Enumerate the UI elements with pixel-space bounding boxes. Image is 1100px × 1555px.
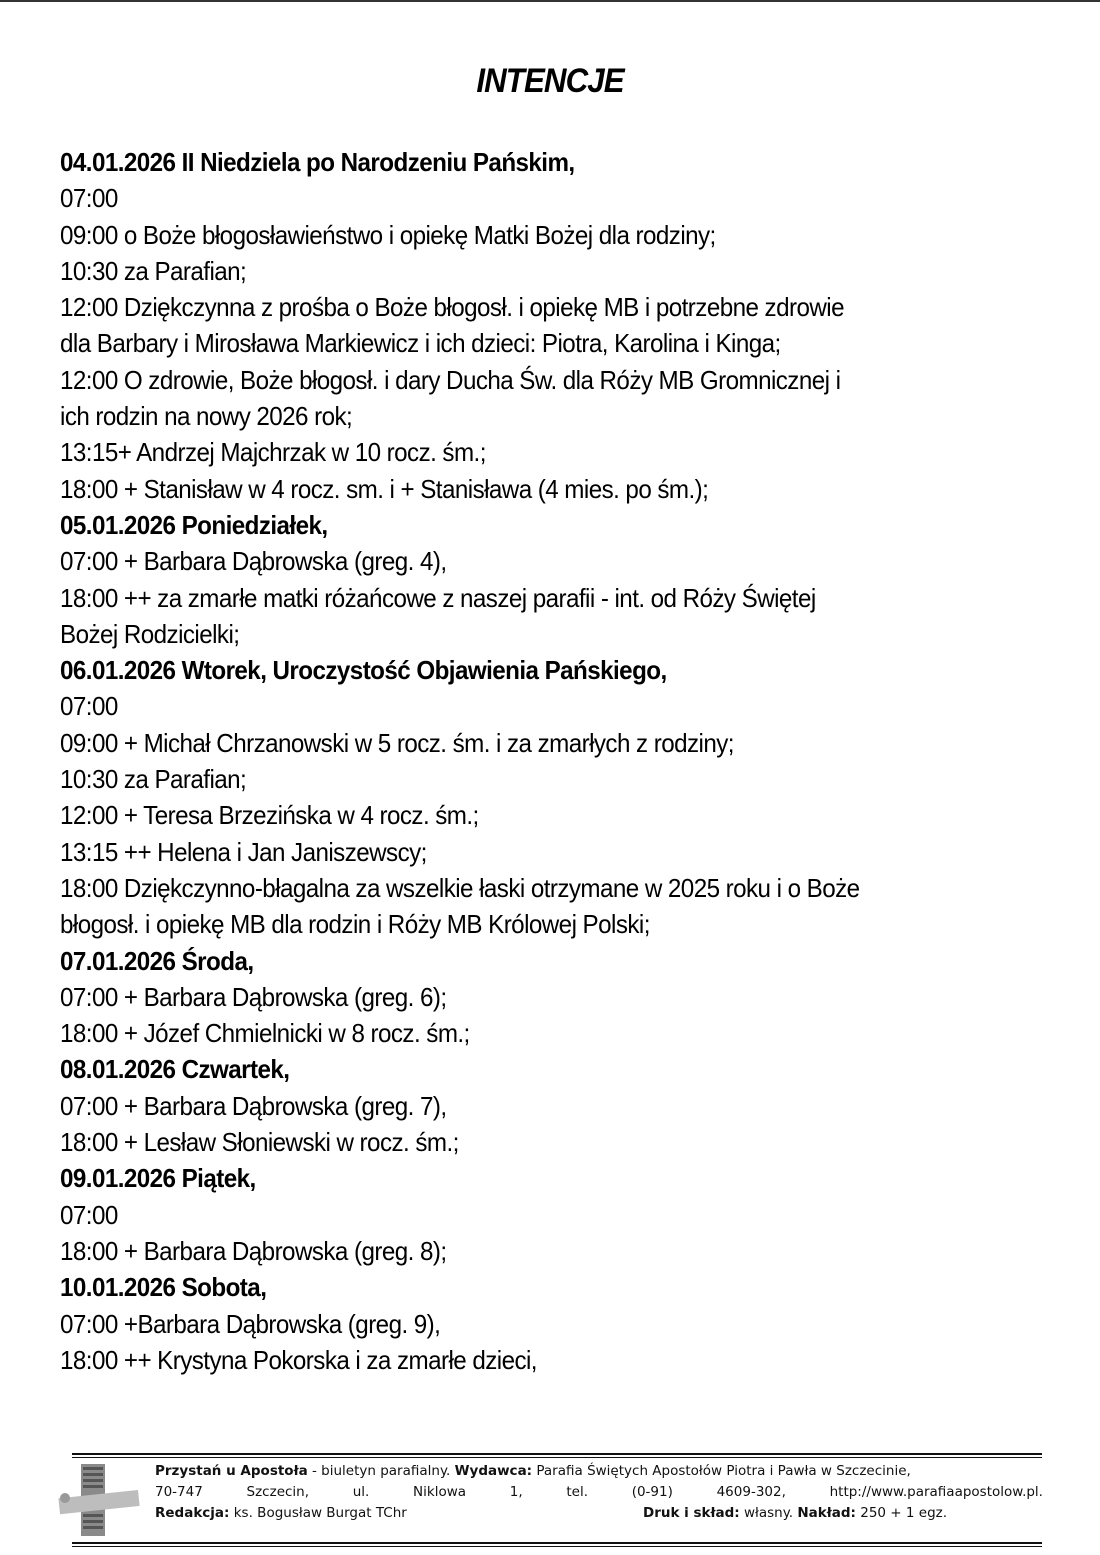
address-word: Szczecin, xyxy=(246,1484,310,1500)
footer-divider-top xyxy=(72,1453,1042,1458)
intentions-list xyxy=(60,144,1070,1378)
intention-line: 18:00 + Barbara Dąbrowska (greg. 8); xyxy=(60,1235,447,1266)
intention-line: 18:00 ++ za zmarłe matki różańcowe z naszej parafii - int. od Róży Świętej xyxy=(60,582,816,613)
intention-line: 10:30 za Parafian; xyxy=(60,255,247,286)
footer-address-line xyxy=(155,1482,1043,1503)
intention-line: 07:00 xyxy=(60,691,118,722)
intention-line: 12:00 O zdrowie, Boże błogosł. i dary Ducha Św. dla Róży MB Gromnicznej i xyxy=(60,364,841,395)
day-header: 05.01.2026 Poniedziałek, xyxy=(60,509,328,540)
intention-line: 13:15+ Andrzej Majchrzak w 10 rocz. śm.; xyxy=(60,437,486,468)
footer-divider-bottom xyxy=(72,1542,1042,1547)
intention-line: 07:00 xyxy=(60,183,118,214)
intention-line: 10:30 za Parafian; xyxy=(60,764,247,795)
address-word: tel. xyxy=(566,1484,588,1500)
intention-line: 18:00 ++ Krystyna Pokorska i za zmarłe dzieci, xyxy=(60,1344,537,1375)
intention-line: ich rodzin na nowy 2026 rok; xyxy=(60,401,353,432)
address-word: Niklowa xyxy=(413,1484,467,1500)
publication-info xyxy=(155,1461,1043,1524)
circulation-value: 250 + 1 egz. xyxy=(855,1505,948,1521)
intention-line: 07:00 + Barbara Dąbrowska (greg. 4), xyxy=(60,546,447,577)
intention-line: 18:00 Dziękczynno-błagalna za wszelkie łaski otrzymane w 2025 roku i o Boże xyxy=(60,872,860,903)
bulletin-desc: - biuletyn parafialny. xyxy=(307,1463,455,1479)
intention-line: 07:00 xyxy=(60,1199,118,1230)
parish-logo-icon xyxy=(55,1462,145,1537)
editor-name: ks. Bogusław Burgat TChr xyxy=(229,1505,407,1521)
circulation-label: Nakład: xyxy=(797,1505,856,1521)
address-word: http://www.parafiaapostolow.pl. xyxy=(829,1484,1043,1500)
day-header: 07.01.2026 Środa, xyxy=(60,945,254,976)
footer-line-3 xyxy=(155,1503,1043,1524)
address-word: 4609-302, xyxy=(716,1484,786,1500)
intention-line: 07:00 + Barbara Dąbrowska (greg. 7), xyxy=(60,1090,447,1121)
editor-label: Redakcja: xyxy=(155,1505,230,1521)
intention-line: 07:00 + Barbara Dąbrowska (greg. 6); xyxy=(60,981,447,1012)
intention-line: 13:15 ++ Helena i Jan Janiszewscy; xyxy=(60,836,427,867)
page-title: INTENCJE xyxy=(476,62,624,100)
intention-line: Bożej Rodzicielki; xyxy=(60,618,240,649)
day-header: 06.01.2026 Wtorek, Uroczystość Objawienia Pańskiego, xyxy=(60,655,667,686)
intention-line: 09:00 o Boże błogosławieństwo i opiekę Matki Bożej dla rodziny; xyxy=(60,219,716,250)
print-label: Druk i skład: xyxy=(643,1505,740,1521)
intention-line: 12:00 + Teresa Brzezińska w 4 rocz. śm.; xyxy=(60,800,479,831)
day-header: 08.01.2026 Czwartek, xyxy=(60,1054,290,1085)
address-word: (0-91) xyxy=(631,1484,673,1500)
intention-line: 07:00 +Barbara Dąbrowska (greg. 9), xyxy=(60,1308,441,1339)
address-word: ul. xyxy=(352,1484,370,1500)
publisher-name: Parafia Świętych Apostołów Piotra i Pawła w Szczecinie, xyxy=(532,1463,911,1479)
intention-line: 12:00 Dziękczynna z prośba o Boże błogosł. i opiekę MB i potrzebne zdrowie xyxy=(60,292,844,323)
intention-line: 18:00 + Stanisław w 4 rocz. sm. i + Stanisława (4 mies. po śm.); xyxy=(60,473,709,504)
intention-line: 09:00 + Michał Chrzanowski w 5 rocz. śm. i za zmarłych z rodziny; xyxy=(60,727,734,758)
intention-line: 18:00 + Józef Chmielnicki w 8 rocz. śm.; xyxy=(60,1018,470,1049)
intention-line: dla Barbary i Mirosława Markiewicz i ich dzieci: Piotra, Karolina i Kinga; xyxy=(60,328,781,359)
address-word: 70-747 xyxy=(155,1484,203,1500)
publisher-label: Wydawca: xyxy=(454,1463,533,1479)
address-word: 1, xyxy=(509,1484,523,1500)
day-header: 10.01.2026 Sobota, xyxy=(60,1272,267,1303)
day-header: 09.01.2026 Piątek, xyxy=(60,1163,256,1194)
intention-line: błogosł. i opiekę MB dla rodzin i Róży MB Królowej Polski; xyxy=(60,909,650,940)
top-border xyxy=(0,0,1100,2)
footer-line-1 xyxy=(155,1461,1043,1482)
print-value: własny. xyxy=(739,1505,798,1521)
bulletin-name: Przystań u Apostoła xyxy=(155,1463,308,1479)
intention-line: 18:00 + Lesław Słoniewski w rocz. śm.; xyxy=(60,1127,459,1158)
day-header: 04.01.2026 II Niedziela po Narodzeniu Pańskim, xyxy=(60,147,575,177)
